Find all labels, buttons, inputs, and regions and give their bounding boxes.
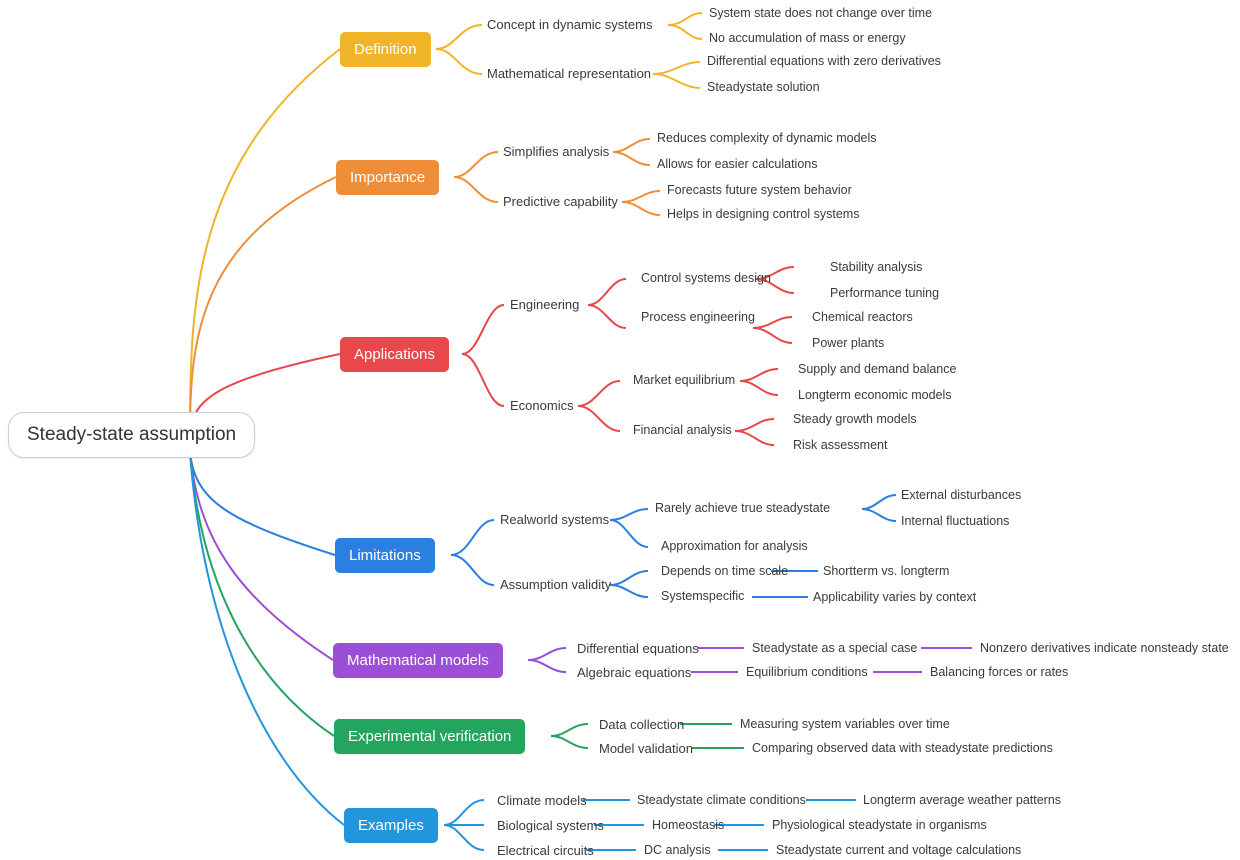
node-performance-tuning[interactable]: Performance tuning <box>830 286 940 300</box>
node-realworld-systems[interactable]: Realworld systems <box>500 512 610 527</box>
node-engineering[interactable]: Engineering <box>510 297 580 312</box>
branch-node-applications[interactable]: Applications <box>340 337 449 372</box>
node-reduces-complexity[interactable]: Reduces complexity of dynamic models <box>657 131 877 145</box>
node-applicability-varies-by-context[interactable]: Applicability varies by context <box>813 590 977 604</box>
node-stability-analysis[interactable]: Stability analysis <box>830 260 923 274</box>
node-depends-on-time-scale[interactable]: Depends on time scale <box>661 564 789 578</box>
node-power-plants[interactable]: Power plants <box>812 336 885 350</box>
node-electrical-circuits[interactable]: Electrical circuits <box>497 843 594 858</box>
node-comparing-observed-data[interactable]: Comparing observed data with steadystate predictions <box>752 741 1053 755</box>
node-predictive-capability[interactable]: Predictive capability <box>503 194 618 209</box>
node-supply-demand-balance[interactable]: Supply and demand balance <box>798 362 957 376</box>
root-node[interactable]: Steady-state assumption <box>8 412 255 458</box>
node-steadystate-special-case[interactable]: Steadystate as a special case <box>752 641 918 655</box>
node-easier-calculations[interactable]: Allows for easier calculations <box>657 157 818 171</box>
node-systemspecific[interactable]: Systemspecific <box>661 589 745 603</box>
node-steady-growth-models[interactable]: Steady growth models <box>793 412 917 426</box>
node-nonzero-derivatives[interactable]: Nonzero derivatives indicate nonsteady state <box>980 641 1229 655</box>
branch-node-mathematical-models[interactable]: Mathematical models <box>333 643 503 678</box>
node-no-accumulation[interactable]: No accumulation of mass or energy <box>709 31 906 45</box>
node-assumption-validity[interactable]: Assumption validity <box>500 577 612 592</box>
node-model-validation[interactable]: Model validation <box>599 741 693 756</box>
node-forecasts-future-behavior[interactable]: Forecasts future system behavior <box>667 183 852 197</box>
node-external-disturbances[interactable]: External disturbances <box>901 488 1022 502</box>
node-dc-analysis[interactable]: DC analysis <box>644 843 711 857</box>
node-rarely-achieve-true-steadystate[interactable]: Rarely achieve true steadystate <box>655 501 831 515</box>
node-concept-in-dynamic-systems[interactable]: Concept in dynamic systems <box>487 17 653 32</box>
branch-node-experimental-verification[interactable]: Experimental verification <box>334 719 525 754</box>
branch-node-importance[interactable]: Importance <box>336 160 439 195</box>
node-mathematical-representation[interactable]: Mathematical representation <box>487 66 652 81</box>
node-biological-systems[interactable]: Biological systems <box>497 818 604 833</box>
node-simplifies-analysis[interactable]: Simplifies analysis <box>503 144 610 159</box>
node-designing-control-systems[interactable]: Helps in designing control systems <box>667 207 860 221</box>
node-differential-equations[interactable]: Differential equations <box>577 641 699 656</box>
node-shortterm-vs-longterm[interactable]: Shortterm vs. longterm <box>823 564 950 578</box>
node-market-equilibrium[interactable]: Market equilibrium <box>633 373 736 387</box>
branch-node-definition[interactable]: Definition <box>340 32 431 67</box>
node-longterm-economic-models[interactable]: Longterm economic models <box>798 388 952 402</box>
node-risk-assessment[interactable]: Risk assessment <box>793 438 888 452</box>
node-homeostasis[interactable]: Homeostasis <box>652 818 725 832</box>
node-algebraic-equations[interactable]: Algebraic equations <box>577 665 692 680</box>
node-approximation-for-analysis[interactable]: Approximation for analysis <box>661 539 808 553</box>
node-measuring-system-variables[interactable]: Measuring system variables over time <box>740 717 950 731</box>
node-balancing-forces-or-rates[interactable]: Balancing forces or rates <box>930 665 1069 679</box>
node-equilibrium-conditions[interactable]: Equilibrium conditions <box>746 665 868 679</box>
node-economics[interactable]: Economics <box>510 398 574 413</box>
node-climate-models[interactable]: Climate models <box>497 793 587 808</box>
branch-node-limitations[interactable]: Limitations <box>335 538 435 573</box>
node-control-systems-design[interactable]: Control systems design <box>641 271 771 285</box>
node-system-state-does-not-change[interactable]: System state does not change over time <box>709 6 933 20</box>
node-steadystate-current-voltage[interactable]: Steadystate current and voltage calculations <box>776 843 1022 857</box>
node-data-collection[interactable]: Data collection <box>599 717 685 732</box>
node-internal-fluctuations[interactable]: Internal fluctuations <box>901 514 1010 528</box>
node-financial-analysis[interactable]: Financial analysis <box>633 423 732 437</box>
node-physiological-steadystate[interactable]: Physiological steadystate in organisms <box>772 818 987 832</box>
node-steadystate-solution[interactable]: Steadystate solution <box>707 80 820 94</box>
node-differential-equations-zero-derivatives[interactable]: Differential equations with zero derivatives <box>707 54 941 68</box>
node-chemical-reactors[interactable]: Chemical reactors <box>812 310 913 324</box>
node-steadystate-climate-conditions[interactable]: Steadystate climate conditions <box>637 793 806 807</box>
node-longterm-average-weather[interactable]: Longterm average weather patterns <box>863 793 1062 807</box>
node-process-engineering[interactable]: Process engineering <box>641 310 755 324</box>
branch-node-examples[interactable]: Examples <box>344 808 438 843</box>
